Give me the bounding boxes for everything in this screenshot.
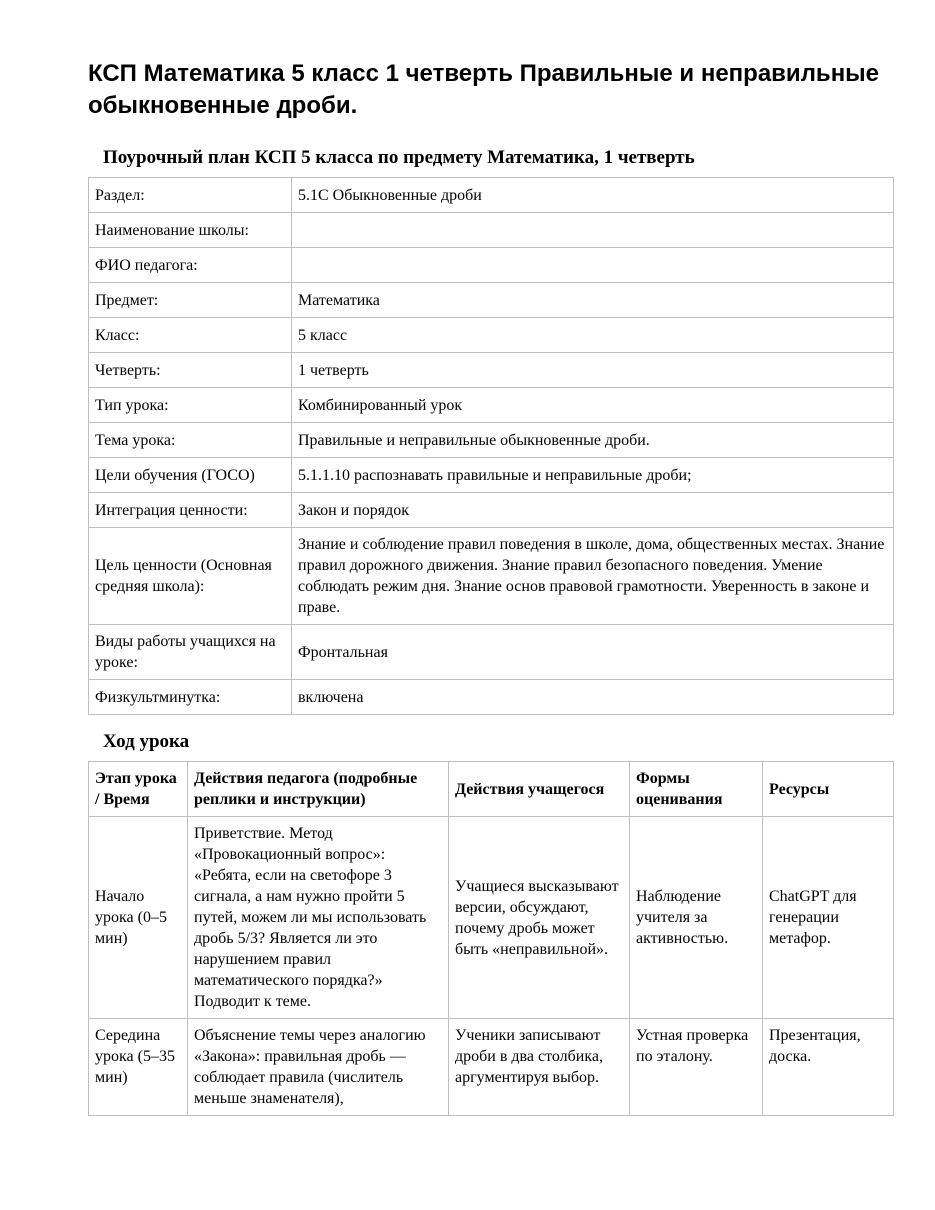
column-header: Этап урока / Время <box>89 762 188 817</box>
info-value <box>292 248 894 283</box>
column-header: Действия учащегося <box>449 762 630 817</box>
lesson-info-table <box>88 177 894 715</box>
stage-cell: Середина урока (5–35 мин) <box>89 1019 188 1116</box>
table-row <box>89 213 894 248</box>
table-row <box>89 283 894 318</box>
info-value: Математика <box>292 283 894 318</box>
info-label: Цель ценности (Основная средняя школа): <box>89 528 292 625</box>
info-value: Комбинированный урок <box>292 388 894 423</box>
info-label: Наименование школы: <box>89 213 292 248</box>
info-label: Предмет: <box>89 283 292 318</box>
info-value: Фронтальная <box>292 625 894 680</box>
info-label: Четверть: <box>89 353 292 388</box>
assessment-cell: Наблюдение учителя за активностью. <box>630 817 763 1019</box>
column-header: Формы оценивания <box>630 762 763 817</box>
info-value: 5.1С Обыкновенные дроби <box>292 178 894 213</box>
student-actions-cell: Ученики записывают дроби в два столбика, аргументируя выбор. <box>449 1019 630 1116</box>
table-row <box>89 817 894 1019</box>
stage-cell: Начало урока (0–5 мин) <box>89 817 188 1019</box>
lesson-heading: Ход урока <box>103 731 190 752</box>
info-value: включена <box>292 680 894 715</box>
teacher-actions-cell: Приветствие. Метод «Провокационный вопрос»: «Ребята, если на светофоре 3 сигнала, а нам нужно пройти 5 путей, можем ли мы использовать дробь 5/3? Является ли это нарушением правил математического порядка?» Подводит к теме. <box>188 817 449 1019</box>
info-value: Закон и порядок <box>292 493 894 528</box>
info-value: 1 четверть <box>292 353 894 388</box>
table-row <box>89 388 894 423</box>
table-row <box>89 493 894 528</box>
table-row <box>89 528 894 625</box>
info-label: Класс: <box>89 318 292 353</box>
resources-cell: Презентация, доска. <box>763 1019 894 1116</box>
document-title: КСП Математика 5 класс 1 четверть Правильные и неправильные обыкновенные дроби. <box>88 60 880 119</box>
teacher-actions-cell: Объяснение темы через аналогию «Закона»: правильная дробь — соблюдает правила (числитель меньше знаменателя), <box>188 1019 449 1116</box>
info-label: Цели обучения (ГОСО) <box>89 458 292 493</box>
info-label: ФИО педагога: <box>89 248 292 283</box>
info-label: Физкультминутка: <box>89 680 292 715</box>
plan-heading: Поурочный план КСП 5 класса по предмету Математика, 1 четверть <box>103 147 695 168</box>
info-label: Виды работы учащихся на уроке: <box>89 625 292 680</box>
info-value: Правильные и неправильные обыкновенные дроби. <box>292 423 894 458</box>
lesson-flow-table <box>88 761 894 1116</box>
table-row <box>89 318 894 353</box>
resources-cell: ChatGPT для генерации метафор. <box>763 817 894 1019</box>
info-label: Тип урока: <box>89 388 292 423</box>
info-label: Раздел: <box>89 178 292 213</box>
table-row <box>89 458 894 493</box>
table-row <box>89 680 894 715</box>
student-actions-cell: Учащиеся высказывают версии, обсуждают, почему дробь может быть «неправильной». <box>449 817 630 1019</box>
column-header: Ресурсы <box>763 762 894 817</box>
table-row <box>89 248 894 283</box>
assessment-cell: Устная проверка по эталону. <box>630 1019 763 1116</box>
info-label: Тема урока: <box>89 423 292 458</box>
info-value: Знание и соблюдение правил поведения в школе, дома, общественных местах. Знание правил дорожного движения. Знание правил безопасного поведения. Умение соблюдать режим дня. Знание основ правовой грамотности. Уверенность в законе и праве. <box>292 528 894 625</box>
table-header-row <box>89 762 894 817</box>
column-header: Действия педагога (подробные реплики и инструкции) <box>188 762 449 817</box>
table-row <box>89 423 894 458</box>
document-page <box>88 58 893 1116</box>
table-row <box>89 178 894 213</box>
table-row <box>89 625 894 680</box>
info-label: Интеграция ценности: <box>89 493 292 528</box>
info-value: 5 класс <box>292 318 894 353</box>
table-row <box>89 353 894 388</box>
info-value <box>292 213 894 248</box>
info-value: 5.1.1.10 распознавать правильные и неправильные дроби; <box>292 458 894 493</box>
table-row <box>89 1019 894 1116</box>
